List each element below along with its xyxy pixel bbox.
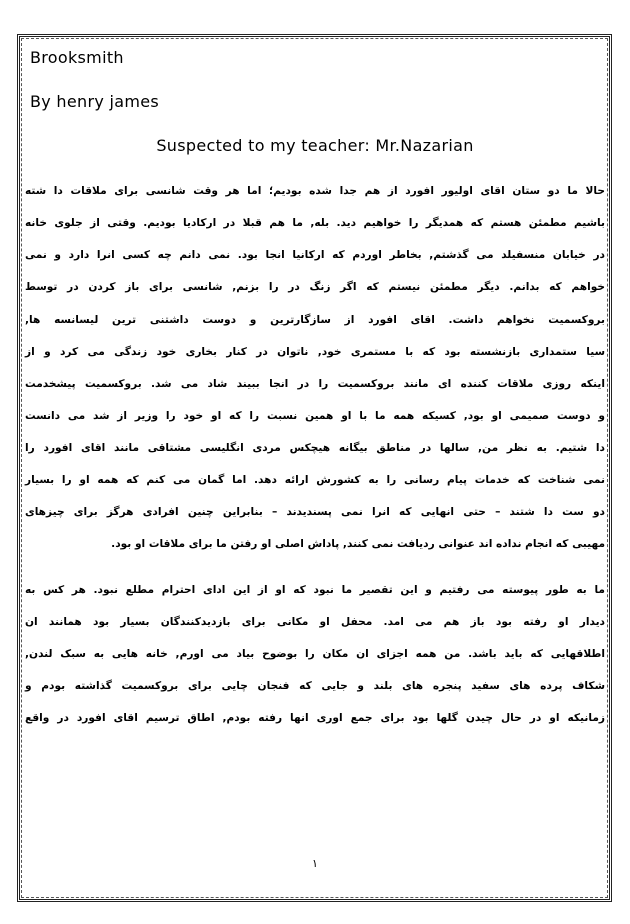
paragraph-2-line: زمانیکه او در حال چیدن گلها بود برای جمع اوری انها رفته بودم, اطاق ترسیم اقای افورد در واقع (25, 712, 605, 724)
paragraph-1-line: بروکسمیت نخواهم داشت. اقای افورد از سازگارترین و دوست داشتنی ترین لیسانسه ها, (25, 314, 605, 326)
paragraph-1-line: خواهم که بدانم. دیگر مطمئن نیستم که اگر زنگ در را بزنم, شانسی برای باز کردن در توسط (25, 281, 605, 293)
paragraph-1-line: حالا ما دو ستان اقای اولیور افورد از هم جدا شده بودیم؛ اما هر وقت شانسی برای ملاقات دا شته (25, 185, 605, 197)
document-author: By henry james (30, 92, 160, 111)
paragraph-1-line: در خیابان منسفیلد می گذشتم, بخاطر اوردم که ارکانیا انجا بود. نمی دانم چه کسی انرا دارد و نمی (25, 249, 605, 261)
paragraph-1-line: اینکه روزی ملاقات کننده ای مانند بروکسمیت را در انجا ببیند شاد می شد. بروکسمیت پیشخدمت (25, 378, 605, 390)
paragraph-2-line: اطلاقهایی که باید باشد. من همه اجزای ان مکان را بوضوح بیاد می اورم, خانه هایی به سبک لندن, (25, 648, 605, 660)
page-border-inner (21, 38, 608, 898)
paragraph-1-line: دو ست دا شتند – حتی انهایی که انرا نمی پسندیدند – بنابراین چنین افرادی هرگز برای چیزهای (25, 506, 605, 518)
paragraph-2-line: شکاف پرده های سفید پنجره های بلند و جایی که فنجان چایی برای بروکسمیت گذاشته بودم و (25, 680, 605, 692)
paragraph-1-line: نمی شناخت که خدمات پیام رسانی را به کشورش ارائه دهد. اما گمان می کنم که همه او را بسیار (25, 474, 605, 486)
document-dedication: Suspected to my teacher: Mr.Nazarian (156, 136, 474, 155)
document-title: Brooksmith (30, 48, 124, 67)
paragraph-1-line: سیا ستمداری بازنشسته بود که با مستمری خود, ناتوان در کنار بخاری خود زندگی می کرد و از (25, 346, 605, 358)
page-number: ۱ (312, 857, 318, 870)
paragraph-1-line: باشیم مطمئن هستم که همدیگر را خواهیم دید. بله, ما هم قبلا در ارکادیا بودیم. وقتی از جلوی خانه (25, 217, 605, 229)
paragraph-2-line: ما به طور پیوسته می رفتیم و این تقصیر ما نبود که او از این ادای احترام مطلع نبود. هر کس به (25, 584, 605, 596)
paragraph-1-line: دا شتیم. به نظر من, سالها در مناطق بیگانه هیچکس مردی انگلیسی مشتاقی مانند اقای افورد را (25, 442, 605, 454)
paragraph-1-line: و دوست صمیمی او بود, کسیکه همه ما با او همین نسبت را که او خود را وزیر از شد می دانست (25, 410, 605, 422)
paragraph-1-line: مهیبی که انجام نداده اند عنوانی ردیافت نمی کنند, پاداش اصلی او رفتن ما برای ملاقات او بود. (111, 538, 605, 550)
paragraph-2-line: دیدار او رفته بود باز هم می امد. محفل او مکانی برای بازدیدکنندگان بسیار بود همانند ان (25, 616, 605, 628)
